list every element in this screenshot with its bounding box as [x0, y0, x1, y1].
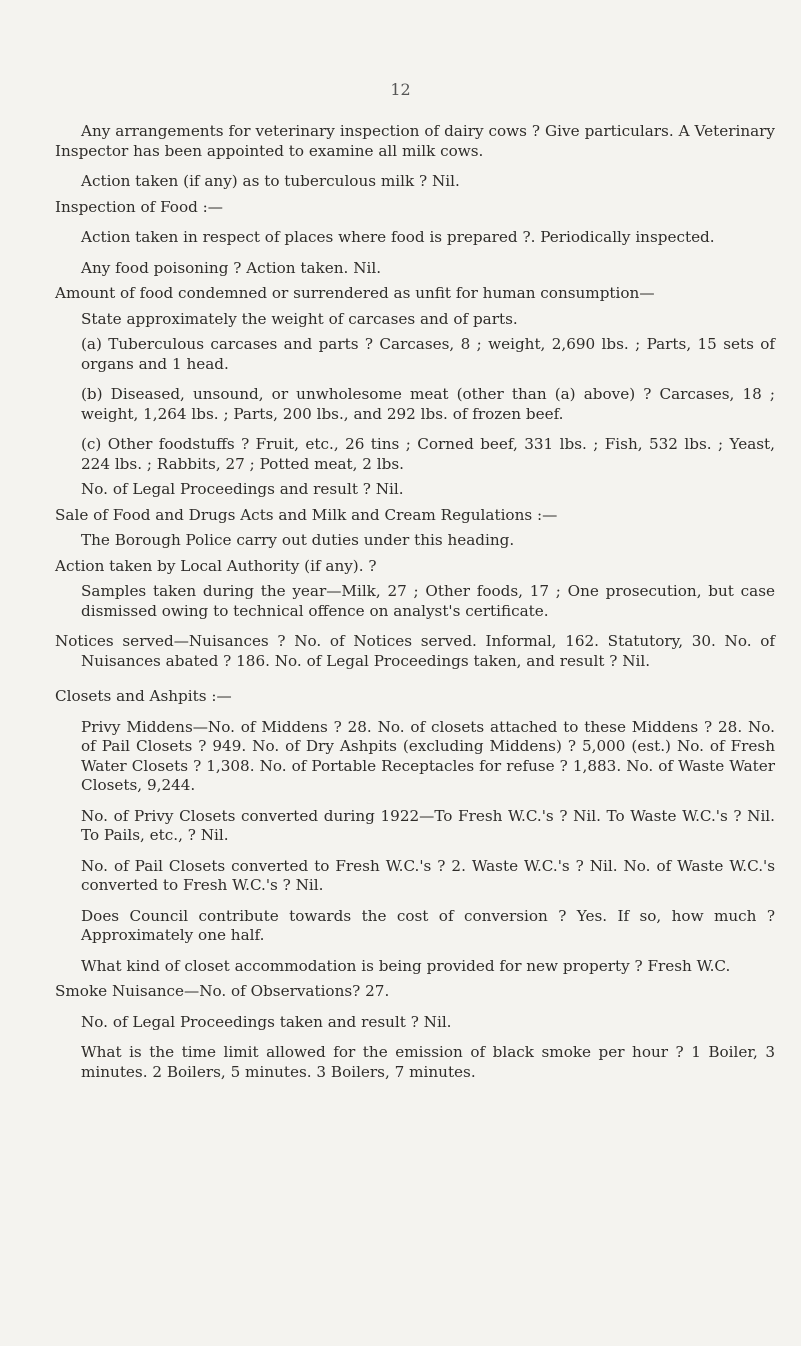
paragraph-closet-accommodation: What kind of closet accommodation is being provided for new property ? Fresh W.C.: [81, 956, 731, 975]
paragraph-council-contribution: Does Council contribute towards the cost of conversion ? Yes. If so, how much ? Approximately one half.: [81, 906, 775, 944]
paragraph-notices-served: Notices served—Nuisances ? No. of Notices served. Informal, 162. Statutory, 30. No. of Nuisances abated ? 186. No. of Legal Proceedings taken, and result ? Nil.: [55, 632, 775, 670]
heading-sale-of-food: Sale of Food and Drugs Acts and Milk and Cream Regulations :—: [55, 505, 558, 524]
heading-smoke-nuisance: Smoke Nuisance—No. of Observations? 27.: [55, 982, 390, 1000]
paragraph-state-weight: State approximately the weight of carcases and of parts.: [81, 309, 518, 328]
paragraph-pail-closets-converted: No. of Pail Closets converted to Fresh W.C.'s ? 2. Waste W.C.'s ? Nil. No. of Waste W.C.'s converted to Fresh W.C.'s ? Nil.: [81, 856, 775, 894]
paragraph-tuberculous-milk: Action taken (if any) as to tuberculous milk ? Nil.: [81, 172, 460, 190]
paragraph-item-b: (b) Diseased, unsound, or unwholesome meat (other than (a) above) ? Carcases, 18 ; weight, 1,264 lbs. ; Parts, 200 lbs., and 292 lbs. of frozen beef.: [81, 385, 775, 423]
paragraph-borough-police: The Borough Police carry out duties under this heading.: [81, 531, 515, 549]
paragraph-veterinary-inspection: Any arrangements for veterinary inspection of dairy cows ? Give particulars. A Veterinary Inspector has been appointed to examine all milk cows.: [55, 122, 775, 160]
paragraph-food-premises: Action taken in respect of places where food is prepared ?. Periodically inspected.: [81, 228, 715, 246]
paragraph-legal-proceedings-food: No. of Legal Proceedings and result ? Nil.: [81, 480, 404, 498]
heading-inspection-of-food: Inspection of Food :—: [55, 197, 223, 216]
heading-local-authority-action: Action taken by Local Authority (if any). ?: [55, 556, 377, 575]
paragraph-item-a: (a) Tuberculous carcases and parts ? Carcases, 8 ; weight, 2,690 lbs. ; Parts, 15 sets of organs and 1 head.: [81, 335, 775, 373]
heading-food-condemned: Amount of food condemned or surrendered as unfit for human consumption—: [55, 284, 655, 302]
heading-closets-and-ashpits: Closets and Ashpits :—: [55, 687, 232, 705]
paragraph-smoke-time-limit: What is the time limit allowed for the emission of black smoke per hour ? 1 Boiler, 3 minutes. 2 Boilers, 5 minutes. 3 Boilers, 7 minutes.: [81, 1043, 775, 1081]
page-body: [55, 122, 775, 1082]
paragraph-legal-proceedings-smoke: No. of Legal Proceedings taken and result ? Nil.: [81, 1012, 452, 1031]
paragraph-privy-closets-converted: No. of Privy Closets converted during 1922—To Fresh W.C.'s ? Nil. To Waste W.C.'s ? Nil. To Pails, etc., ? Nil.: [81, 806, 775, 844]
page-number: 12: [390, 80, 411, 99]
paragraph-item-c: (c) Other foodstuffs ? Fruit, etc., 26 tins ; Corned beef, 331 lbs. ; Fish, 532 lbs. ; Yeast, 224 lbs. ; Rabbits, 27 ; Potted meat, 2 lbs.: [81, 435, 775, 473]
paragraph-samples-taken: Samples taken during the year—Milk, 27 ; Other foods, 17 ; One prosecution, but case dismissed owing to technical offence on analyst's certificate.: [81, 582, 775, 620]
paragraph-privy-middens: Privy Middens—No. of Middens ? 28. No. of closets attached to these Middens ? 28. No. of Pail Closets ? 949. No. of Dry Ashpits (excluding Middens) ? 5,000 (est.) No. of Fresh Water Closets ? 1,308. No. of Portable Receptacles for refuse ? 1,883. No. of Waste Water Closets, 9,244.: [81, 717, 775, 794]
paragraph-food-poisoning: Any food poisoning ? Action taken. Nil.: [81, 258, 382, 277]
